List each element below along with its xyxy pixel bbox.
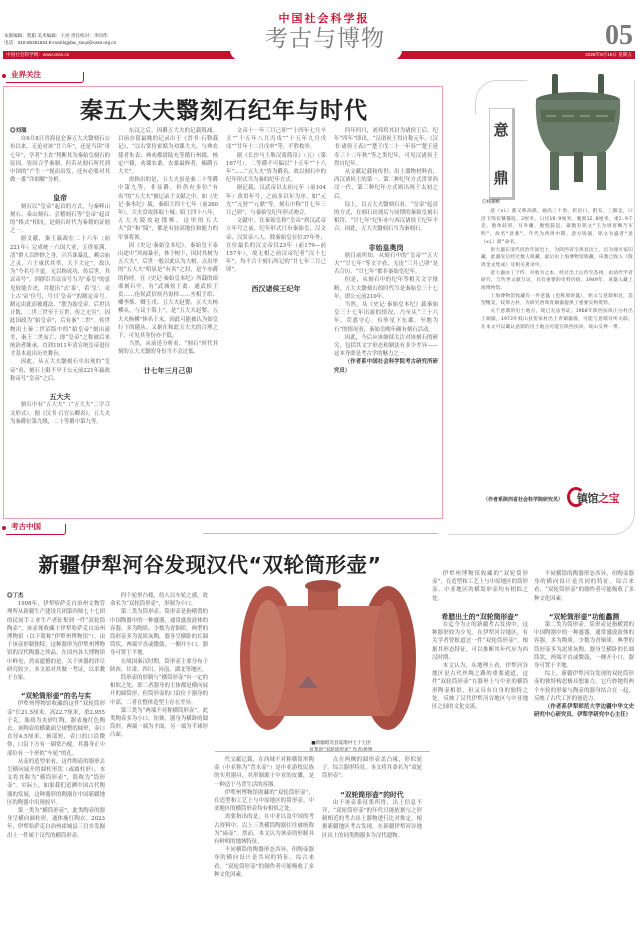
paragraph: 因此，从五大夫翳刻石中出现的“皇帝”看，刻石上限不早于公元前221年嬴政称帝号“皇帝”之后。 (10, 359, 110, 382)
author-note: （作者系中国社会科学院考古研究所研究员） (334, 359, 438, 374)
paragraph: 据文献，秦王嬴政在二十六年（前221年）完成统一六国大业，五得原满，清“群人以眇眇之身，兴兵诛暴乱，赖宗庙之灵，六王咸伏其辜，天下大定”。故认为“今名号不更，无以称成功，传后世。其议帝号”。到群臣共议帝号当为“泰皇”的意见较能否决，并提出“去‘泰’，着‘皇’，采上古‘帝’位号，号曰‘皇帝’”的制定帝号。制定由此而被遵法，“朕为始皇帝。后世以计数，二世三世至于万世，传之无穷”。因此国政为“始皇帝”，后有秦“二世”。传世物出土秦二世诏版中的“始皇帝”刻出流美，秦王二世而亡，即“皇帝”之称被后来统治者继承，直到1911年清宣统皇帝退位才基本退出历史舞台。 (10, 236, 110, 358)
editor-credits-line1: 本版编辑：程阳 美术编辑：王亮 责任校对：李同伟 (4, 33, 108, 38)
paragraph: 自6月8日青海昆仑秦五大夫翳刻石公布以来，无论对该“廿六年”，还是当读“卅七年”，学者“主直”判断其为秦始皇刻石的原因，皆因合乎秦制。但若从刻石所代到中国的“产生一”视而出发，还有必要对其做一番“详细解”分析。 (10, 136, 110, 184)
website-link[interactable]: 中国社会科学网：www.cssn.cn (6, 52, 70, 57)
subhead: 希腊出土的“双轮筒形壶” (441, 612, 519, 621)
article2-column-1 (7, 592, 105, 922)
paragraph: 在战国秦汉时期，筒形壶主要分布于陕西、甘肃、四川、河南、湖北等地区。 (110, 658, 208, 673)
subhead: “双轮筒形壶”的时代 (340, 790, 404, 799)
double-wheel-pot-image (228, 578, 428, 748)
paragraph: 1998年，伊犁哈萨克自治州文物管理所从新疆生产建设兵团第四师七十七团的民间手工业生产者征集到一件“双轮筒陶壶”，该壶现收藏于伊犁哈萨克自治州博物馆（以下简称“伊犁州博物馆”）。由于该壶形制独特，这种器形为伊犁州博物馆的汉代陶器之珍品。在国内各大博物馆中鲜见，然而遗憾的是，关于该器的详尽研究较少。本文拟对其做一考证，以求教于方家。 (7, 601, 105, 682)
subhead: 皇帝 (53, 194, 67, 203)
paragraph: 东汉之后，因爵五大夫的记载锐减。目前存留最晚的记录出于《晋书·石勒载记》，“以右常侍霍皓为劝课大夫，与典农使者朱表、典劝都尉陆充等循行州郡，核定户籍，劝课农桑。农桑最修者，赐爵五大夫”。 (118, 128, 218, 176)
section-tab-archaeology-china (6, 524, 66, 535)
newspaper-brand: 中国社会科学报 (278, 12, 370, 25)
bronze-ding-image (522, 72, 634, 192)
article-column-4 (334, 127, 438, 515)
paragraph: 文帝十一年三月己卯”“十四年七月辛丑”“十五年八月丙戌”“十五年九月戊戌”“廿年十二月戊申”等，不胜枚举。 (226, 128, 326, 151)
paragraph: 需要指出的是，在中亚以及中国的考古资料中，以上三类横筒陶器往往被统称为“扁壶”。然而，本文认为该壶的形制具有鲜明的地域特征。 (214, 814, 314, 846)
paragraph: 因《史记·秦始皇本纪》，秦始皇下泰山途中“风雨暴至，休于树下，因封其树为五大夫”。后世一般以此认为大树，点出里的“五大夫”明显是“有名”之封，是个亦爵的称呼。在《史记·秦始皇本纪》所载的琅邪刻石中，有“武城侯王离、通武侯王贲……伦侯武信侯冯毋择……丞相王绾、卿李斯、卿王戊、五大夫赵婴、五大夫杨樛从，与议于海上”，是“五大夫赵婴、五大夫杨樛”体名于末，因此可能被认为始皇行下的随从。又据在和此五大夫的合理之下，可见其身份亦不低。 (118, 242, 218, 340)
paragraph: 意大器由丁于传、对收为之本，经过出土后传至苏州，由清代学者研究，与传世文献互证，具有重要的史料价值。1949年，该器入藏上海博物馆。 (481, 270, 633, 292)
article-title: 秦五大夫翳刻石纪年与时代 (80, 98, 368, 124)
section-label: 考古中国 (11, 522, 41, 531)
paragraph: 从壶的造型来看，这件陶壶的器形去呈横向展开的圆柱形状（或圆柱形），本文将其称为“横筒形壶”，简称为“筒形壶”。实际上，如果我们追溯中国古代陶器的发展，这种器形的陶器在中国新疆地区的陶器中出现较早。 (7, 758, 105, 806)
paragraph: 综上，新疆伊犁河谷发现的双轮筒形壶的独特构思极具想象力，它巧妙地将两个车轮的形象与陶壶的器身结合在一起，反映了古代工匠的创造力。 (534, 671, 634, 702)
artifact-name-char1: 意 (493, 121, 509, 139)
article-column-3 (226, 127, 326, 515)
paragraph: 本文认为，从地理上看，伊犁河谷地区是古代丝绸之路的重要通道，这件“双轮筒形壶”在器形上与中亚的横筒形陶壶相似，但又具有自身的独特之处，反映了汉代伊犁河谷地区与中亚地区之间的文化交流。 (432, 663, 528, 711)
paragraph: 筒形壶的形制与“横筒形壶”有一定的相似之处，即二者器身的主体都是横向展开的圆筒形。但筒形壶的口沿位于器身的中部，二者在整体造型上存在差异。 (110, 675, 208, 706)
article-column-1 (10, 127, 110, 515)
author-note: （作者系伊犁师范大学边疆中华文史研究中心研究员、伊犁学研究中心主任） (534, 704, 634, 719)
artifact-name-box (489, 108, 515, 200)
paragraph: 不同横筒的陶器形态各异，但陶壶器身的横向设计是共同的特征。综合来看，“双轮筒形壶”的制作者可能吸收了多种文化因素。 (534, 571, 634, 602)
paragraph: 点在两侧的圆形壶盖凸缘，形似轮子。综合器形特征，本文将其命名为“双轮筒形壶”。 (322, 757, 422, 780)
masthead (0, 0, 638, 62)
section-divider (203, 533, 438, 534)
article2-column-4 (322, 756, 422, 922)
article2-column-6 (534, 570, 634, 922)
paragraph: 第一类为“横筒形壶”，此类陶壶的器身呈横向圆柱形，通体施红陶衣。2023年，伊犁哈萨克自治州霍城县三宫乡发掘出土一件属于汉代的横筒形壶。 (7, 808, 105, 839)
subhead: “双轮筒形壶”的名与实 (20, 692, 92, 701)
artifact-name-char2: 鼎 (493, 169, 509, 187)
paragraph: 第二类为筒形壶。筒形壶是指横置的中国陶器中的一种盛器，通常盛放液体的容器，多为陶质，少数为青铜质。典型的筒形壶多为泥质灰陶，器身呈横卧的长圆筒状，两端平直或微鼓，一侧开小口，器身可置于平地。 (534, 622, 634, 670)
article-title: 新疆伊犁河谷发现汉代“双轮筒形壶” (38, 553, 382, 577)
paragraph: 由于该壶系征集所得，出土信息不详，“双轮筒形壶”的年代只能依据与之形制相近的考古出土器物进行比对推定。根据新疆地区考古发现，在新疆伊犁河谷地区出土的同类陶器多为汉代遗物。 (322, 799, 422, 839)
bullet-dot-icon (2, 526, 6, 530)
editor-credits-line2: 电话：010-85361534 E-mail:kgybw_sscp@cass.org.cn (4, 40, 117, 45)
paragraph: 代文献记载，在西域不对称横筒形陶壶（中亚称为“背水壶”）是中亚游牧民族的实用器具，其形制源于中亚的皮囊，是一种适于马背生活的容器。 (214, 757, 314, 788)
byline: ◎刘瑞 (10, 128, 27, 134)
paragraph: 不同横筒的陶器形态各异，但陶壶器身的横向设计是共同的特征。综合来看，“双轮筒形壶”的制作者可能吸收了多种文化因素。 (214, 847, 314, 878)
paragraph: 原大器在清代同治年间出土，为陕西省宝鸡县出土，后为端方家旧藏，此器先后经过数人收藏，最后由上海博物馆收藏，该鼎已收入《殷周金文集成》及相关著录中。 (481, 247, 633, 268)
subhead: 五大夫 (49, 393, 71, 402)
paragraph: 伊犁州博物馆收藏的这件“双轮筒形壶”长21.5厘米，高22.7厘米，重2.955千克，胎质为夹砂红陶，器表施红色陶衣。该陶壶的横截面呈规整的圆形，壶口直径4.5厘米，颈部短，壶口的口沿微侈，口沿下方有一圈宽凸棱。其器身正中部位有一个形似“车轮”的孔。 (7, 701, 105, 757)
logo-text (577, 490, 619, 506)
page-number: 05 (605, 20, 633, 51)
subhead: 西汉诸侯王纪年 (251, 284, 301, 293)
sidebar-text (481, 208, 633, 448)
section-label: 业界关注 (11, 70, 41, 79)
paragraph: 当然，从《史记·秦始皇本纪》载秦始皇三十七年出游的情况，乃至从“三十六年，荧惑守心。有坠星下东郡，至地为石”的情况看，秦始皇晚年确有刻石活动。 (334, 302, 438, 333)
paragraph: 文献中，在秦始皇称“皇帝”到汉武帝立年号之前，纪年形式只有秦始皇、汉文帝、汉景帝八人。除秦始皇在位37年外，在位最长的汉文帝仅23年（前179—前157年），故无相之前汉帝纪者“汉十七年”，均不合于刻石所记的“廿七年三月己卯”。 (226, 218, 326, 274)
article2-column-3 (214, 756, 314, 922)
paragraph: 刻石中有“五大夫”（“五大夫”二字合文形式）。据《汉书·百官公卿表》，五大夫为秦爵位第九级，二十等爵中第九等。 (10, 402, 110, 425)
paragraph: 关于意鼎的出土地点，现已无法考证。1960年陕西扶风庄白村出土铜器，1973年岐山县贺家村出土青铜器群，可能与意鼎有所关联。在本文可以确认意鼎的出土地点可能在陕西扶风、岐山交界一带。 (481, 309, 633, 330)
paragraph: 第三类为“两端不对称横筒形壶”，此类陶壶多为小口，短颈，器身为横卧的圆筒形，两端一端为平面，另一端为半球形凸面。 (110, 707, 208, 739)
paragraph: 从文献记载和传世、出土器物材料看，西汉诸侯王的第一、第二种纪年方式贯穿西汉一代，第三种纪年方式则出现于太初之后。 (334, 169, 438, 200)
section-tab-industry-focus (6, 72, 84, 83)
paragraph: 伊犁州博物馆收藏的“双轮筒形壶”，在造型和工艺上与中原地区的筒形壶、中亚地区的横筒形壶均有相似之处。 (432, 571, 528, 602)
paragraph: 四个轮形凸棱，给人以车轮之感，故命名为“双轮筒形壶”，形制为小口。 (110, 593, 208, 608)
paragraph: 据记载，汉武帝以太初元年（前104年）改用年号，之前多以年为序，如“元光”“元狩”“元鼎”等。刻石中称“廿七年三月己卯”，与秦始皇纪年形式吻合。 (226, 185, 326, 217)
byline: ◎丁杰 (7, 593, 24, 599)
paragraph: 第二类为筒形壶。筒形壶是指横置的中国陶器中的一种盛器，通常盛放液体的容器，多为陶质，少数为青铜质。典型的筒形壶多为泥质灰陶，器身呈横卧的长圆筒状，两端平直或微鼓，一侧开小口，器身可置于平地。 (110, 609, 208, 657)
paragraph: 刻石以“皇帝”起首的方式，与秦峄山刻石、泰山刻石、会稽刻石等“皇帝”起首的“格式”相同，是刻石时代为秦朝的证据之一。 (10, 203, 110, 235)
treasure-column-logo (567, 487, 637, 507)
editor-credits (4, 32, 116, 46)
paragraph: 综上，以五大夫翳刻石看，“皇帝”起首的方式，在刻石出现后与同期的秦始皇刻石相符，“廿七年”纪年亦与西汉诸侯王纪年不合。因此，五大夫翳刻石当为秦刻石。 (334, 201, 438, 233)
article-qin-inscription (3, 86, 443, 519)
paragraph: 需指出的是，五大夫虽是秦二十等爵中第九等，非显爵，但仍有多位“有名”的“五大夫”被记录于文献之中。如《史记·秦本纪》载，秦昭王四十七年（前260年），大夫贲攻韩取十城；昭王四十八年，五大夫陵攻赵邯郸。这里的五大夫“贲”和“陵”，都是有较高地位和能力的军事将领。 (118, 177, 218, 241)
sidebar-author-note: （作者系陕西省社会科学院研究员） (483, 497, 564, 503)
subhead: 非始皇奥岗 (368, 243, 404, 252)
logo-text-accent: 之宝 (598, 492, 619, 505)
paragraph: 意（xi）鼎又称高鼎，通高三十余，折沿口，附耳，三蹄足，口沿下饰有饕餮纹。2厘米，口径19.9厘米，腹围12.8厘米，重2.9千克。胎体较厚，耳外撇，腹壁鼓起，器腹有铭文“王为周客赐乃军明”，故名“意鼎”。年代为西周中期。意方铸器，铭文为盛者“意（xi）鼎”命名。 (481, 209, 633, 245)
paragraph: 但是，从刻石中的纪年等相关文字推断，五大夫翳刻石的时代当是秦始皇三十七年，即公元前210年。 (334, 277, 438, 300)
paragraph: 当然，从前述分析看，“刻石”时代其刻的五大夫翳的身份当不会过低。 (118, 341, 218, 356)
paragraph: 在迄今为止的新疆考古发现中，这种器形较为少见。在伊犁河谷地区，有关学者曾报道过一件“双轮筒形壶”。根据其形态特征，可以推断其年代应为西汉时期。 (432, 622, 528, 661)
subhead: “双轮筒形壶”功能蠡测 (548, 612, 620, 621)
subhead: 廿七年三月己卯 (143, 366, 193, 375)
paragraph: 四年四月，刘邦将其封为诸侯王后，纪年“四年”即出，“汉诸侯王得自称元年。《汉书·诸侯王表》”“楚王戊二十一年春”“楚王延寿三十二年秋”等之类纪年，可见汉诸侯王得自纪年。 (334, 128, 438, 167)
paragraph: 据《长沙马王堆汉墓简帛》（五）（第167号），二等爵不可偏以“十五年”“十六年”……“五大夫”皆为爵名，故以刻石中的纪年形式当为秦的纪年方式。 (226, 152, 326, 184)
sidebar-byline: ◎杨耀彬 (482, 199, 501, 204)
issue-date: 2025年9月19日 星期五 (585, 52, 632, 57)
paragraph: 据目前所知，从刻石中的“皇帝”“五大夫”“廿七年”等文字看，无论“三月己卯”是否合历，“廿七年”都非秦始皇纪年。 (334, 252, 438, 276)
paragraph: 上海博物馆收藏有一件意簋（也称邢侯簋），铭文与意鼎相近，造型精美，纹饰古朴，为研究西周青铜器提供了重要实物资料。 (481, 293, 633, 307)
logo-text-main: 镇馆 (577, 492, 598, 505)
paragraph: 因此，今后应该继续关注对该刻石的研究，包括其文字形态和制法有多少差异——这本身即是考古学的魅力之一。 (334, 334, 438, 358)
paragraph: 伊犁州博物馆收藏的“双轮筒形壶”，在造型和工艺上与中原地区的筒形壶、中亚地区的横筒形壶均有相似之处。 (214, 789, 314, 813)
caption-line1: ■新疆昭苏县夏塔村七十七团 (311, 741, 371, 746)
article-column-2 (118, 127, 218, 515)
section-title: 考古与博物 (265, 26, 385, 52)
bullet-dot-icon (2, 74, 6, 78)
article2-column-5 (432, 570, 528, 922)
article2-column-2 (110, 592, 208, 922)
image-divider (215, 751, 430, 752)
